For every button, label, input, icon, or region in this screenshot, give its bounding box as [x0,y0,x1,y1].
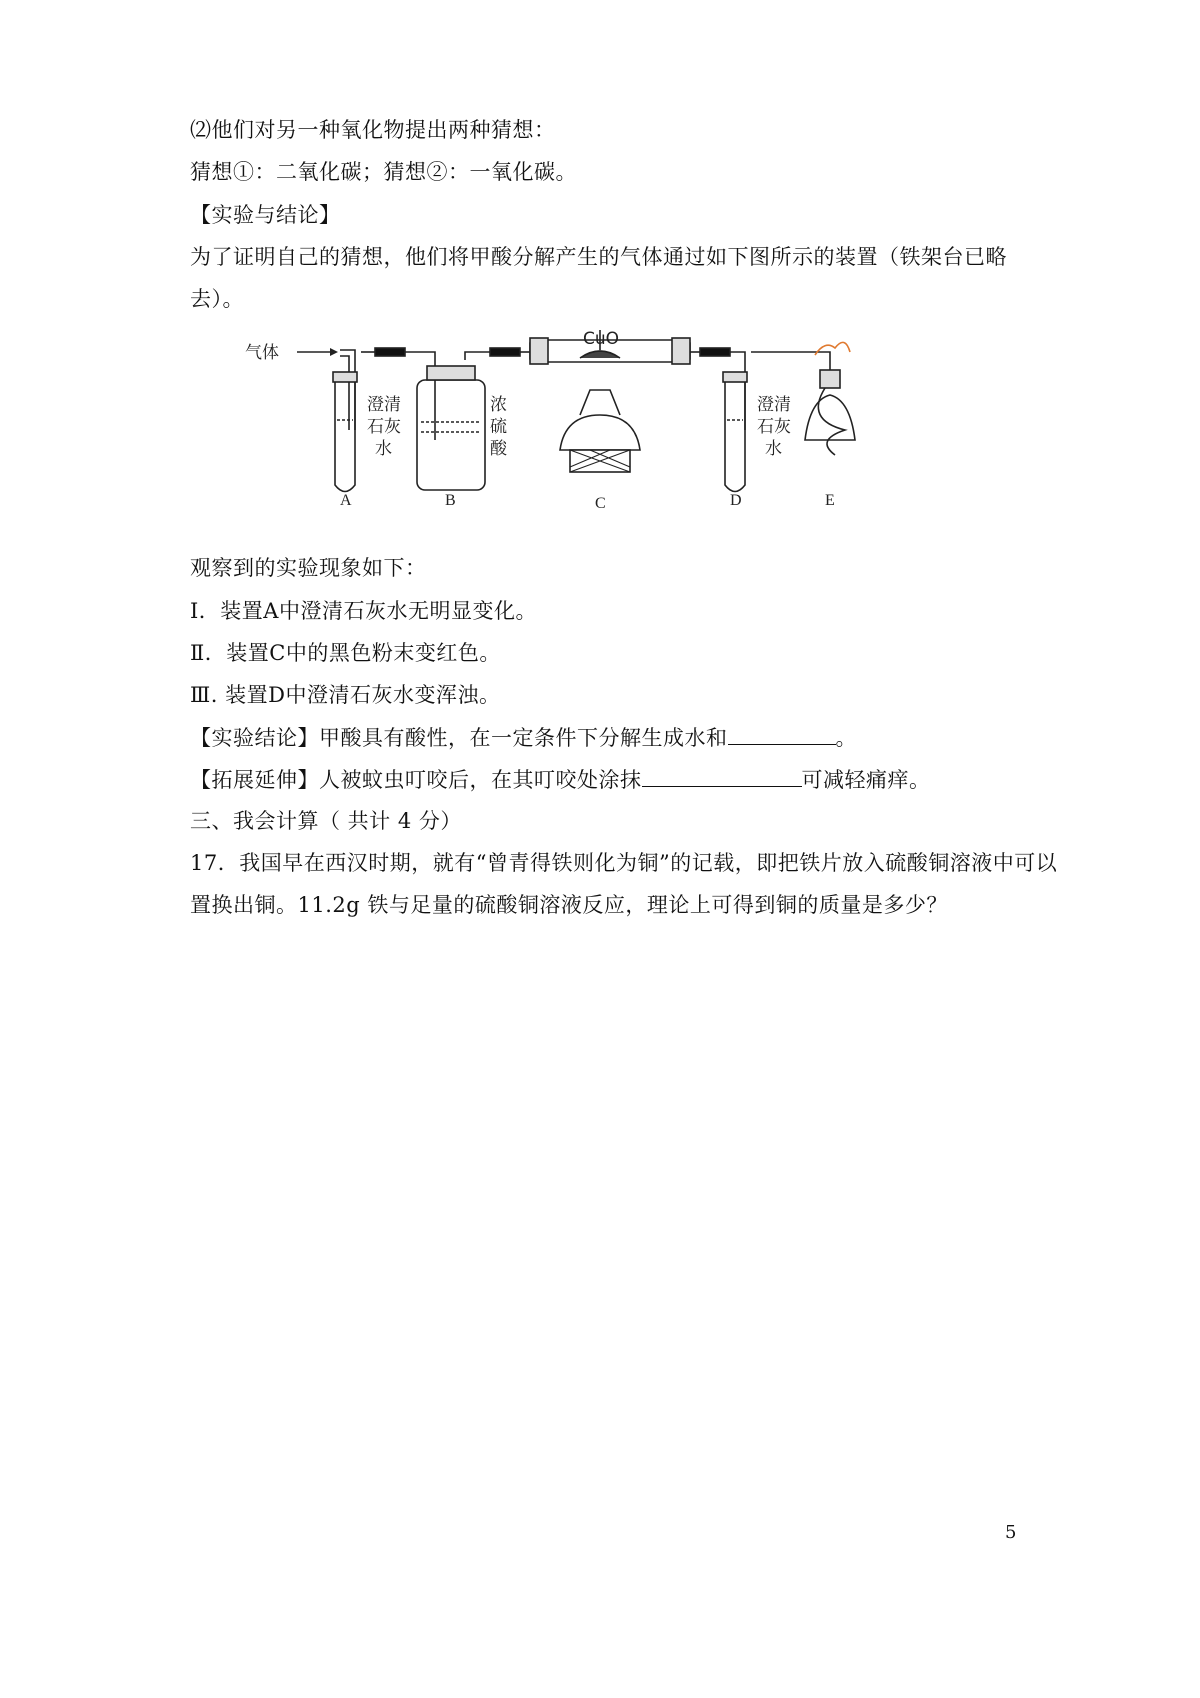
b-reagent-3: 酸 [490,439,507,459]
question-17: 17．我国早在西汉时期，就有“曾青得铁则化为铜”的记载，即把铁片放入硫酸铜溶液中可以 [190,851,1058,875]
line-conclusion [190,722,857,753]
line-observations-intro: 观察到的实验现象如下： [190,556,427,580]
gas-label: 气体 [245,343,279,363]
answer-blank-conclusion[interactable] [728,722,836,745]
section-heading-experiment: 【实验与结论】 [190,203,341,227]
page-number: 5 [1005,1522,1017,1543]
observation-3: Ⅲ. 装置D中澄清石灰水变浑浊。 [190,683,501,707]
observation-1: Ⅰ．装置A中澄清石灰水无明显变化。 [190,599,537,623]
caption-e: E [825,492,835,509]
observation-2: Ⅱ．装置C中的黑色粉末变红色。 [190,641,501,665]
line-apparatus-intro: 为了证明自己的猜想，他们将甲酸分解产生的气体通过如下图所示的装置（铁架台已略 [190,245,1007,269]
answer-blank-extension[interactable] [642,764,802,787]
section-heading-calculation: 三、我会计算（ 共计 4 分） [190,809,462,833]
caption-c: C [595,495,606,510]
d-reagent-1: 澄清 [757,395,791,415]
conclusion-end: 。 [835,726,857,750]
line-guesses: 猜想①：二氧化碳；猜想②：一氧化碳。 [190,160,577,184]
b-reagent-2: 硫 [490,417,507,437]
a-reagent-3: 水 [375,439,392,459]
a-reagent-2: 石灰 [367,417,401,437]
b-reagent-1: 浓 [490,395,507,415]
apparatus-diagram [245,330,945,510]
conclusion-text: 【实验结论】甲酸具有酸性，在一定条件下分解生成水和 [190,726,728,750]
line-extension [190,764,931,795]
caption-d: D [730,492,742,509]
d-reagent-3: 水 [765,439,782,459]
a-reagent-1: 澄清 [367,395,401,415]
question-17-cont: 置换出铜。11.2g 铁与足量的硫酸铜溶液反应，理论上可得到铜的质量是多少？ [190,893,948,917]
extension-text: 【拓展延伸】人被蚊虫叮咬后，在其叮咬处涂抹 [190,768,642,792]
d-reagent-2: 石灰 [757,417,791,437]
line-apparatus-intro-cont: 去）。 [190,287,244,311]
line-guess-intro: ⑵他们对另一种氧化物提出两种猜想： [190,118,556,142]
caption-b: B [445,492,456,509]
caption-a: A [340,492,352,509]
extension-end: 可减轻痛痒。 [801,768,931,792]
cuo-label: CuO [583,330,620,349]
